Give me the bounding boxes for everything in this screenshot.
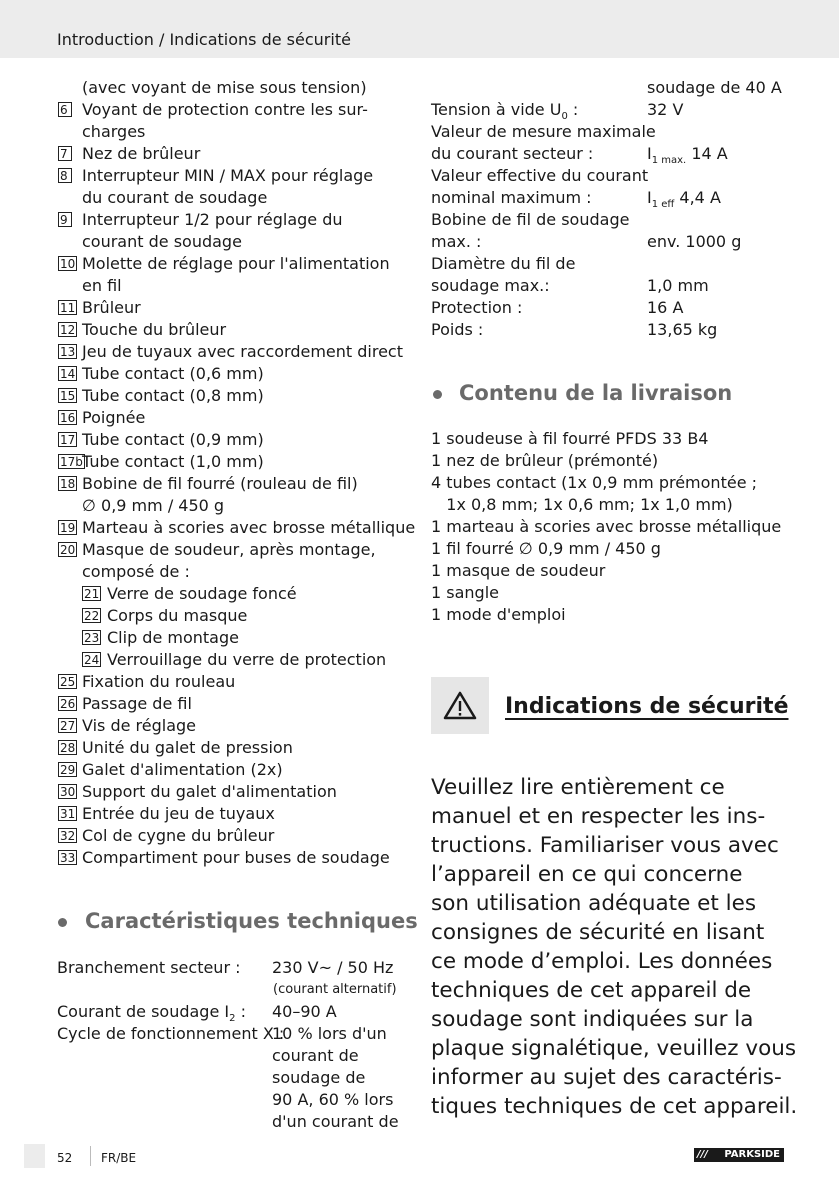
part-number-box: 17: [60, 433, 76, 447]
warning-icon-box: [431, 677, 489, 734]
footer-tab: [24, 1144, 45, 1168]
part-number-box: 31: [60, 807, 76, 821]
part-number-box: 25: [60, 675, 76, 689]
part-label: Entrée du jeu de tuyaux: [82, 804, 275, 823]
footer-divider: [90, 1146, 91, 1166]
delivery-item: 1 marteau à scories avec brosse métallique: [431, 517, 782, 536]
safety-paragraph-line: manuel et en respecter les ins-: [431, 804, 766, 829]
bobine-value: env. 1000 g: [647, 232, 742, 251]
part-number-box: 30: [60, 785, 76, 799]
part-label: Masque de soudeur, après montage,: [82, 540, 376, 559]
protection-value: 16 A: [647, 298, 684, 317]
part-label: Compartiment pour buses de soudage: [82, 848, 390, 867]
cycle-value-cont: soudage de 40 A: [647, 78, 782, 97]
part-number-box: 33: [60, 851, 76, 865]
part-label: Jeu de tuyaux avec raccordement direct: [82, 342, 403, 361]
language-code: FR/BE: [101, 1151, 137, 1165]
diam-label-2: soudage max.:: [431, 276, 550, 295]
part-label: Tube contact (0,8 mm): [82, 386, 264, 405]
bobine-label-1: Bobine de fil de soudage: [431, 210, 630, 229]
cycle-value-1: 10 % lors d'un: [272, 1024, 387, 1043]
part-label: Verrouillage du verre de protection: [107, 650, 387, 669]
mesure-label-2: du courant secteur :: [431, 144, 594, 163]
cycle-value-5: d'un courant de: [272, 1112, 399, 1131]
part-number-box: 9: [58, 212, 72, 227]
part-number-box: 27: [60, 719, 76, 733]
tension-label: Tension à vide $U_0$ :: [431, 100, 579, 122]
effective-value: $I_{1 eff}$ 4,4 A: [647, 188, 721, 210]
part-number-box: 28: [60, 741, 76, 755]
part-number-box: 24: [84, 653, 100, 667]
mesure-label-1: Valeur de mesure maximale: [431, 122, 656, 141]
delivery-item: 1 nez de brûleur (prémonté): [431, 451, 659, 470]
part-label: Poignée: [82, 408, 146, 427]
delivery-item: 1 mode d'emploi: [431, 605, 566, 624]
bobine-label-2: max. :: [431, 232, 482, 251]
safety-paragraph: [431, 773, 801, 1121]
courant-label: Courant de soudage $I_2$ :: [57, 1002, 246, 1024]
part-number-box: 7: [58, 146, 72, 161]
part-label: en fil: [82, 276, 122, 295]
part-label: Voyant de protection contre les sur-: [82, 100, 368, 119]
delivery-section-title: Contenu de la livraison: [459, 381, 733, 405]
branchement-label: Branchement secteur :: [57, 958, 241, 977]
part-label: Passage de fil: [82, 694, 192, 713]
part-label: Molette de réglage pour l'alimentation: [82, 254, 390, 273]
part-number-box: 16: [60, 411, 76, 425]
delivery-item: 1 soudeuse à fil fourré PFDS 33 B4: [431, 429, 709, 448]
part-label: Tube contact (0,9 mm): [82, 430, 264, 449]
part-number-box: 6: [58, 102, 72, 117]
part-label: Tube contact (0,6 mm): [82, 364, 264, 383]
part-label: Tube contact (1,0 mm): [82, 452, 264, 471]
safety-title: Indications de sécurité: [505, 694, 789, 719]
part-label: Brûleur: [82, 298, 141, 317]
safety-paragraph-line: tructions. Familiariser vous avec: [431, 833, 779, 858]
effective-label-1: Valeur effective du courant: [431, 166, 649, 185]
part-label: Clip de montage: [107, 628, 239, 647]
part-label: Nez de brûleur: [82, 144, 201, 163]
safety-paragraph-line: ce mode d’emploi. Les données: [431, 949, 773, 974]
part-number-box: 14: [60, 367, 76, 381]
part-number-box: 29: [60, 763, 76, 777]
delivery-item: 1 masque de soudeur: [431, 561, 606, 580]
part-label: Marteau à scories avec brosse métallique: [82, 518, 416, 537]
branchement-note: (courant alternatif): [273, 982, 397, 997]
part-label: courant de soudage: [82, 232, 242, 251]
part-number-box: 26: [60, 697, 76, 711]
part-label: composé de :: [82, 562, 190, 581]
poids-label: Poids :: [431, 320, 484, 339]
part-number-box: 8: [58, 168, 72, 183]
part-label: Fixation du rouleau: [82, 672, 236, 691]
courant-value: 40–90 A: [272, 1002, 337, 1021]
part-number-box: 19: [60, 521, 76, 535]
effective-label-2: nominal maximum :: [431, 188, 592, 207]
delivery-item: 1 fil fourré ∅ 0,9 mm / 450 g: [431, 539, 661, 558]
part-label: Verre de soudage foncé: [107, 584, 297, 603]
page-header: [0, 0, 839, 58]
cycle-value-4: 90 A, 60 % lors: [272, 1090, 394, 1109]
safety-paragraph-line: plaque signalétique, veuillez vous: [431, 1036, 797, 1061]
cycle-value-2: courant de: [272, 1046, 359, 1065]
part-label: Interrupteur MIN / MAX pour réglage: [82, 166, 374, 185]
safety-paragraph-line: informer au sujet des caractéris-: [431, 1065, 782, 1090]
part-label: Galet d'alimentation (2x): [82, 760, 283, 779]
diam-value: 1,0 mm: [647, 276, 709, 295]
part-number-box: 21: [84, 587, 100, 601]
safety-paragraph-line: consignes de sécurité en lisant: [431, 920, 765, 945]
part-number-box: 20: [60, 543, 76, 557]
part-label: Unité du galet de pression: [82, 738, 293, 757]
warning-triangle-icon: [431, 677, 489, 734]
delivery-item: 1x 0,8 mm; 1x 0,6 mm; 1x 1,0 mm): [431, 495, 733, 514]
part-label: Touche du brûleur: [82, 320, 227, 339]
part-number-box: 15: [60, 389, 76, 403]
page-number: 52: [57, 1151, 73, 1165]
bullet-icon: [433, 390, 442, 399]
safety-paragraph-line: techniques de cet appareil de: [431, 978, 752, 1003]
part-label: Bobine de fil fourré (rouleau de fil): [82, 474, 358, 493]
delivery-item: 1 sangle: [431, 583, 499, 602]
safety-paragraph-line: son utilisation adéquate et les: [431, 891, 757, 916]
protection-label: Protection :: [431, 298, 523, 317]
part-number-box: 23: [84, 631, 100, 645]
cycle-label: Cycle de fonctionnement X :: [57, 1024, 285, 1043]
header-title: Introduction / Indications de sécurité: [57, 30, 351, 49]
parkside-logo: /// PARKSIDE: [694, 1148, 784, 1162]
tension-value: 32 V: [647, 100, 684, 119]
part-label: charges: [82, 122, 146, 141]
part-number-box: 32: [60, 829, 76, 843]
part-label: du courant de soudage: [82, 188, 268, 207]
part-number-box: 13: [60, 345, 76, 359]
part-label: Corps du masque: [107, 606, 248, 625]
poids-value: 13,65 kg: [647, 320, 718, 339]
safety-paragraph-line: tiques techniques de cet appareil.: [431, 1094, 798, 1119]
part-number-box: 11: [60, 301, 76, 315]
part-number-box: 10: [60, 257, 76, 271]
part-label: Interrupteur 1/2 pour réglage du: [82, 210, 343, 229]
part-number-box: 12: [60, 323, 76, 337]
part-number-box: 18: [60, 477, 76, 491]
part-label: ∅ 0,9 mm / 450 g: [82, 496, 225, 515]
safety-paragraph-line: Veuillez lire entièrement ce: [431, 775, 725, 800]
safety-paragraph-line: soudage sont indiquées sur la: [431, 1007, 754, 1032]
part-number-box: 17b: [60, 455, 83, 469]
mesure-value: $I_{1 max.}$ 14 A: [647, 144, 728, 166]
part-label: Col de cygne du brûleur: [82, 826, 275, 845]
delivery-item: 4 tubes contact (1x 0,9 mm prémontée ;: [431, 473, 758, 492]
part-label: (avec voyant de mise sous tension): [82, 78, 367, 97]
branchement-value: 230 V~ / 50 Hz: [272, 958, 394, 977]
diam-label-1: Diamètre du fil de: [431, 254, 576, 273]
tech-section-title: Caractéristiques techniques: [85, 909, 418, 933]
part-number-box: 22: [84, 609, 100, 623]
part-label: Support du galet d'alimentation: [82, 782, 337, 801]
bullet-icon: [58, 918, 67, 927]
safety-paragraph-line: l’appareil en ce qui concerne: [431, 862, 743, 887]
cycle-value-3: soudage de: [272, 1068, 366, 1087]
part-label: Vis de réglage: [82, 716, 197, 735]
